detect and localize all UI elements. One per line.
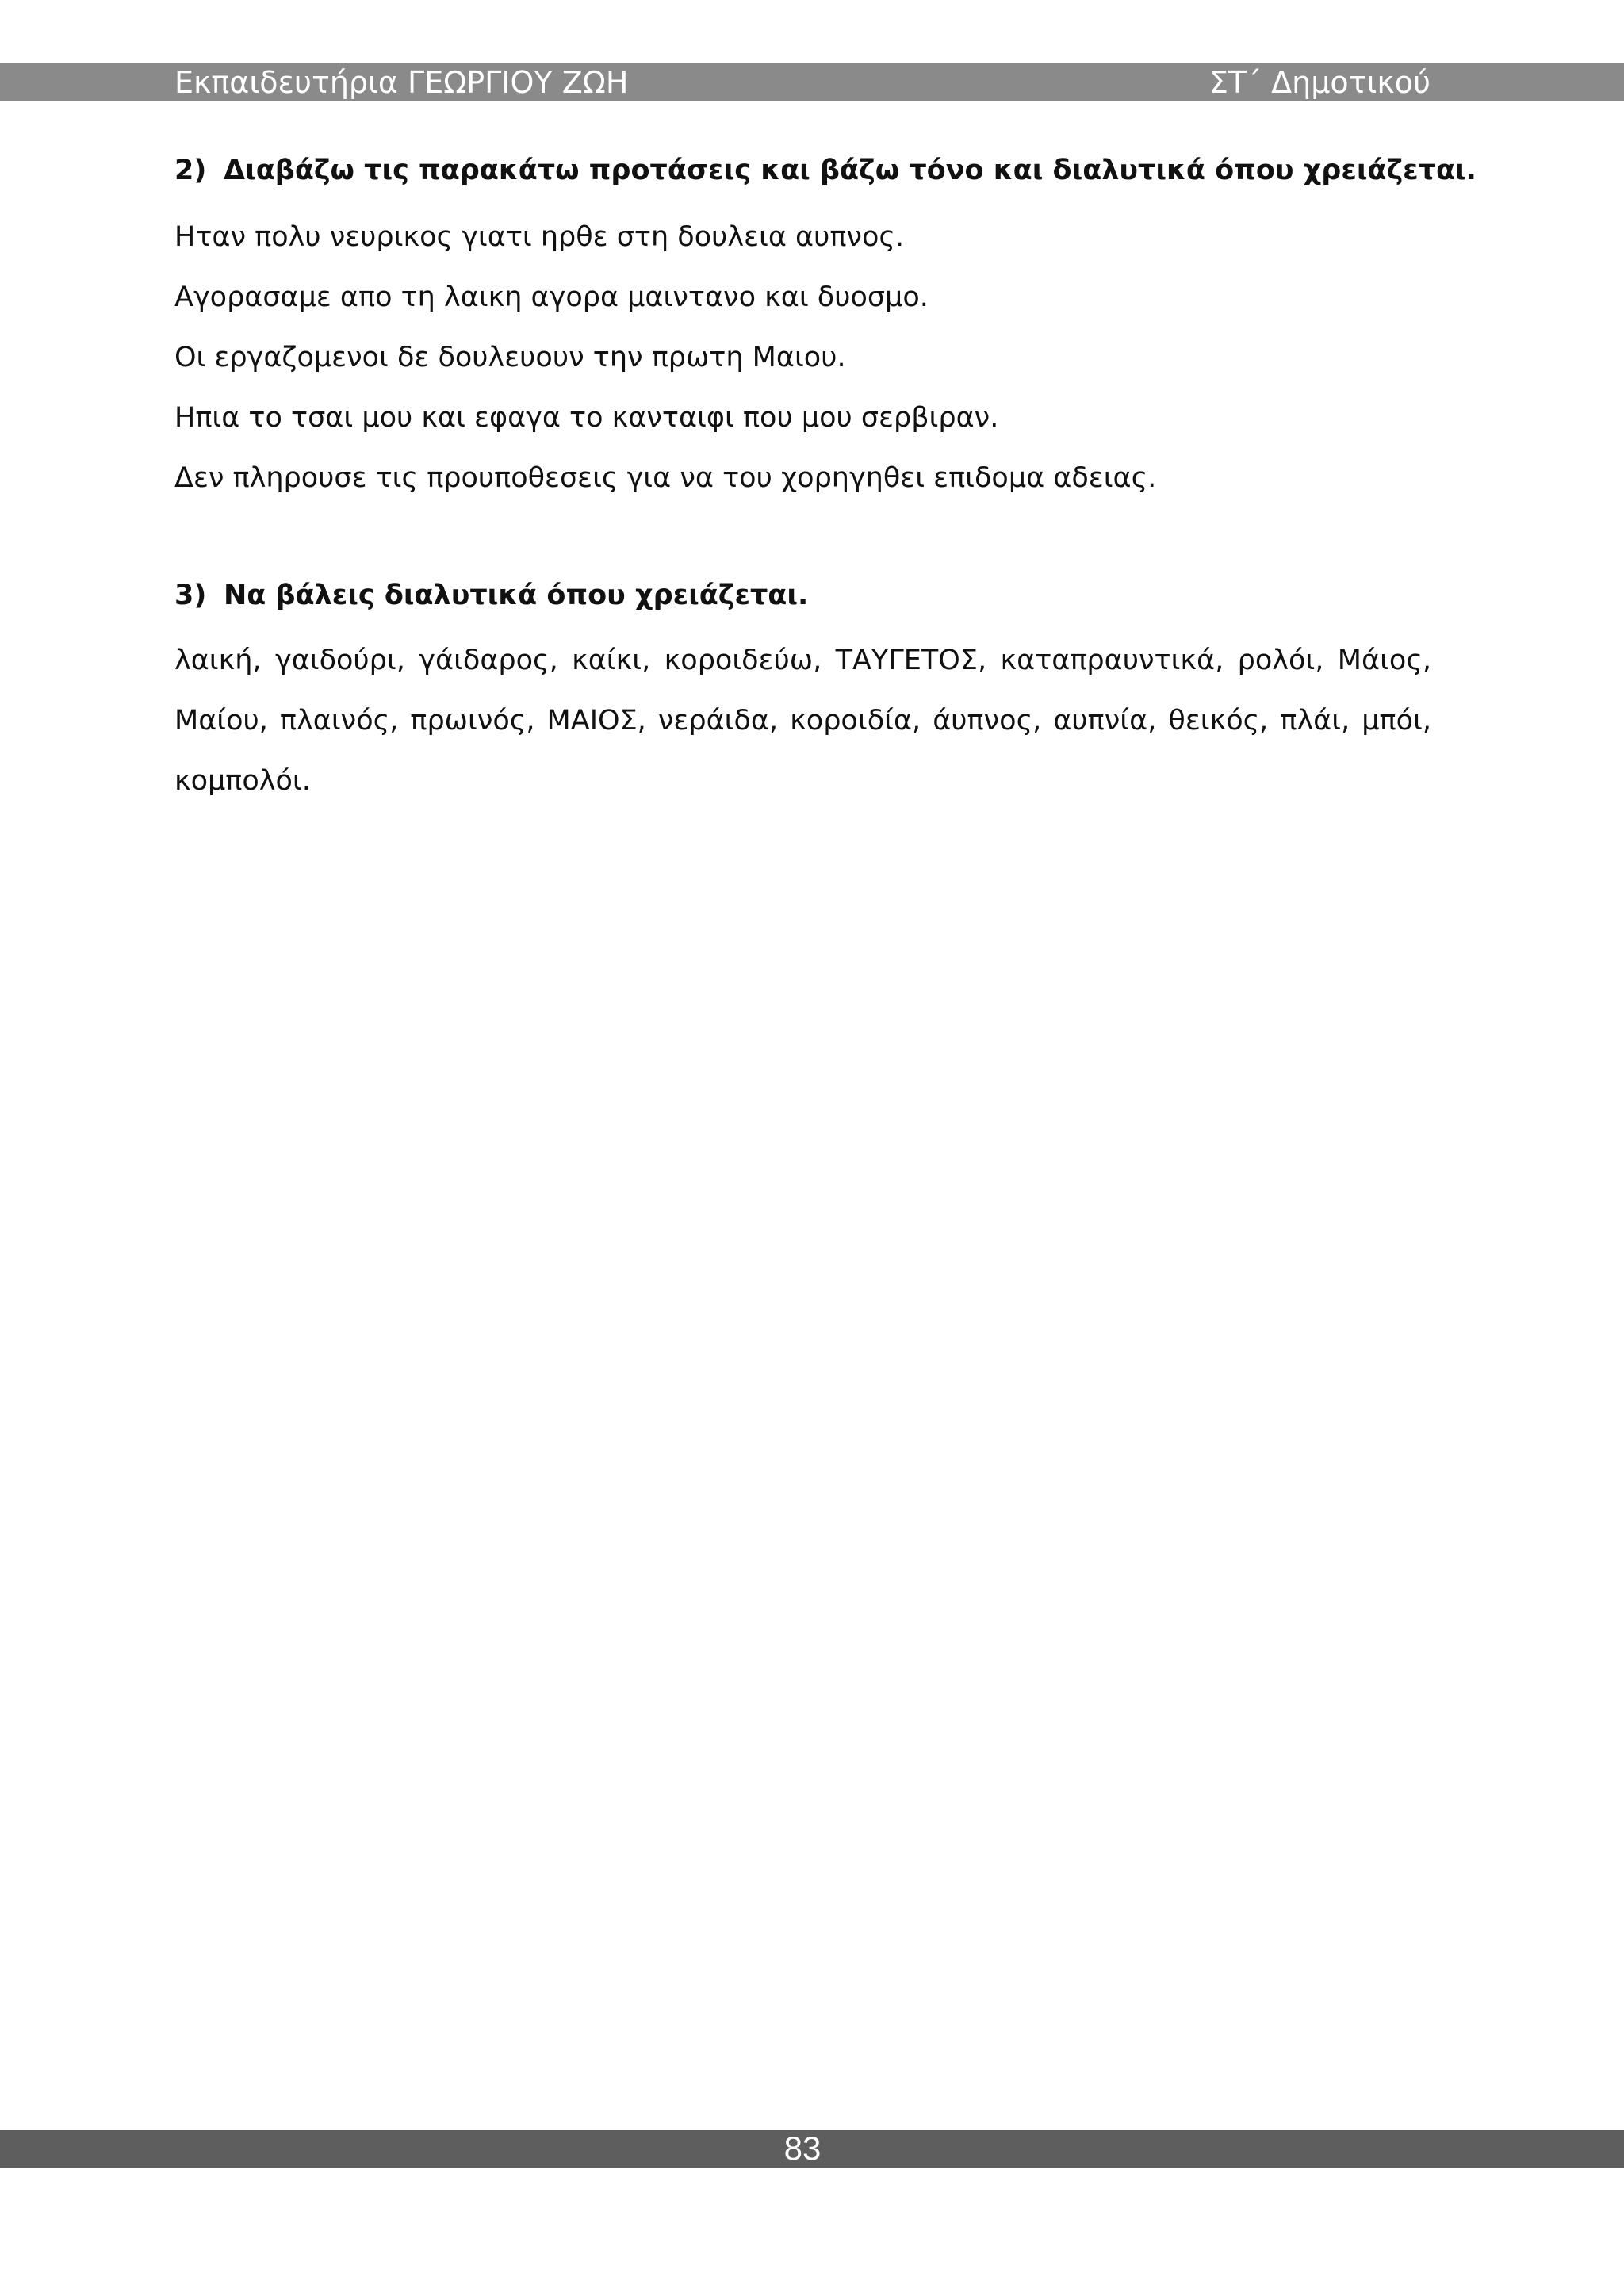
exercise-2-title: Διαβάζω τις παρακάτω προτάσεις και βάζω τόνο και διαλυτικά όπου χρειάζεται.	[224, 155, 1477, 186]
exercise-2-heading	[174, 147, 1477, 194]
exercise-2-number: 2)	[174, 155, 207, 186]
sentence-4: Ηπια το τσαι μου και εφαγα το κανταιφι που μου σερβιραν.	[174, 402, 999, 434]
exercise-3-title: Να βάλεις διαλυτικά όπου χρειάζεται.	[224, 580, 809, 611]
grade-label: ΣΤ΄ Δημοτικού	[1208, 65, 1431, 100]
header-bar	[0, 63, 1624, 101]
sentence-5: Δεν πληρουσε τις προυποθεσεις για να του χορηγηθει επιδομα αδειας.	[174, 462, 1157, 494]
exercise-3-number: 3)	[174, 580, 207, 611]
exercise-3-heading	[174, 572, 1431, 619]
sentence-3: Οι εργαζομενοι δε δουλευουν την πρωτη Μαιου.	[174, 342, 846, 373]
word-list: λαική, γαιδούρι, γάιδαρος, καίκι, κοροιδεύω, ΤΑΥΓΕΤΟΣ, καταπραυντικά, ρολόι, Μάιος, Μαίου, πλαινός, πρωινός, ΜΑΙΟΣ, νεράιδα, κοροιδία, άυπνος, αυπνία, θεικός, πλάι, μπόι, κομπολόι.	[174, 645, 1431, 797]
school-name: Εκπαιδευτήρια ΓΕΩΡΓΙΟΥ ΖΩΗ	[174, 65, 629, 100]
sentence-2: Αγορασαμε απο τη λαικη αγορα μαιντανο και δυοσμο.	[174, 281, 929, 313]
page-number: 83	[783, 2130, 822, 2167]
exercise-2	[174, 147, 1477, 508]
exercise-3	[174, 572, 1431, 811]
sentence-1: Ηταν πολυ νευρικος γιατι ηρθε στη δουλεια αυπνος.	[174, 221, 905, 253]
page-content	[174, 147, 1477, 811]
footer-bar	[0, 2130, 1624, 2168]
section-spacer	[174, 508, 1431, 572]
